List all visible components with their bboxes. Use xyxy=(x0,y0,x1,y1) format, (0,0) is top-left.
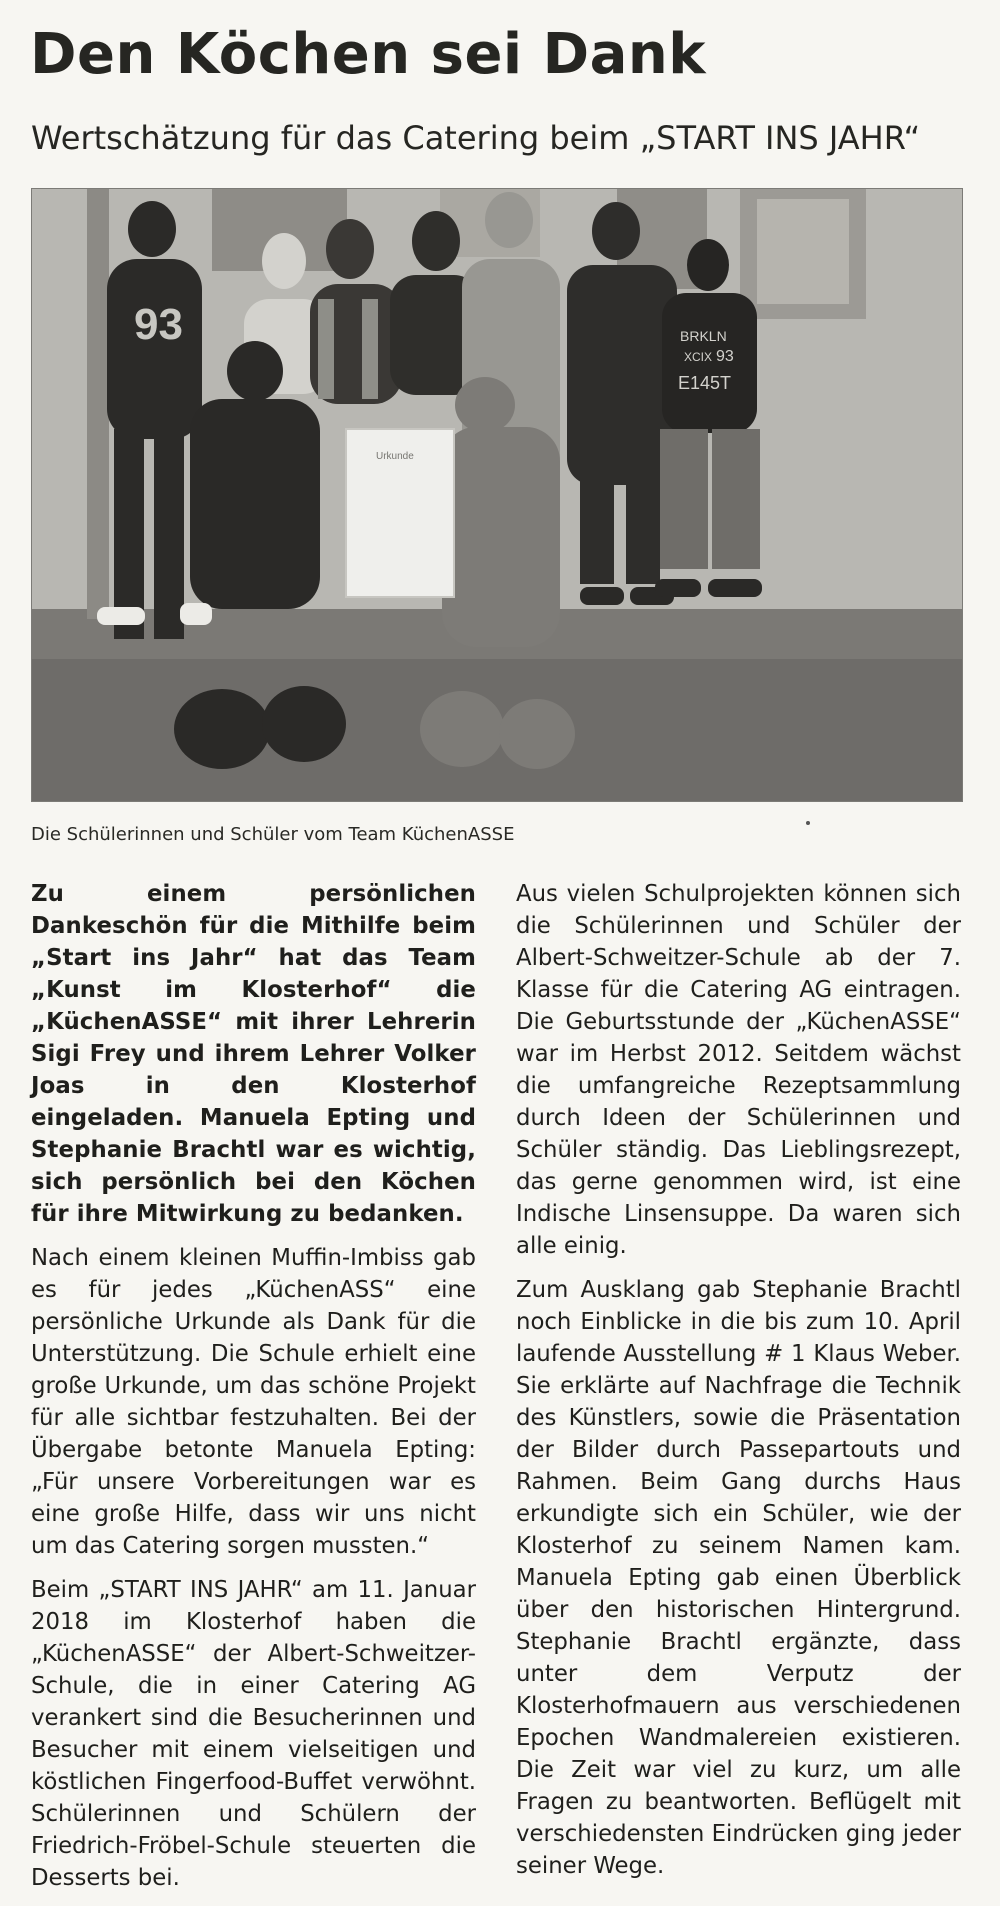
group-photo-illustration xyxy=(32,189,962,801)
article-subheadline: Wertschätzung für das Catering beim „START INS JAHR“ xyxy=(31,119,921,157)
group-photo xyxy=(31,188,963,802)
photo-shirt-number-left: 93 xyxy=(134,300,183,349)
print-speck xyxy=(806,821,810,825)
photo-shirt-right-mid: XCIX xyxy=(684,350,713,364)
photo-shirt-right-top: BRKLN xyxy=(680,328,727,344)
body-paragraph: Nach einem kleinen Muffin-Imbiss gab es für jedes „KüchenASS“ eine persönliche Urkunde als Dank für die Unterstützung. Die Schule erhielt eine große Urkunde, um das schöne Projekt für alle sichtbar festzuhalten. Bei der Übergabe betonte Manuela Epting: „Für unsere Vorbereitungen war es eine große Hilfe, dass wir uns nicht um das Catering sorgen mussten.“ xyxy=(31,1245,476,1559)
photo-shirt-right-number: 93 xyxy=(716,348,734,365)
article-headline: Den Köchen sei Dank xyxy=(30,22,707,87)
article-left-column xyxy=(31,878,476,1906)
photo-certificate-label: Urkunde xyxy=(376,451,414,462)
photo-caption: Die Schülerinnen und Schüler vom Team KüchenASSE xyxy=(31,824,515,845)
lead-paragraph: Zu einem persönlichen Dankeschön für die Mithilfe beim „Start ins Jahr“ hat das Team „Kunst im Klosterhof“ die „KüchenASSE“ mit ihrer Lehrerin Sigi Frey und ihrem Lehrer Volker Joas in den Klosterhof eingeladen. Manuela Epting und Stephanie Brachtl war es wichtig, sich persönlich bei den Köchen für ihre Mitwirkung zu bedanken. xyxy=(31,881,476,1227)
body-paragraph: Aus vielen Schulprojekten können sich die Schülerinnen und Schüler der Albert-Schweitzer-Schule ab der 7. Klasse für die Catering AG eintragen. Die Geburtsstunde der „KüchenASSE“ war im Herbst 2012. Seitdem wächst die umfangreiche Rezeptsammlung durch Ideen der Schülerinnen und Schüler ständig. Das Lieblingsrezept, das gerne genommen wird, ist eine Indische Linsensuppe. Da waren sich alle einig. xyxy=(516,881,961,1259)
article-right-column xyxy=(516,878,961,1894)
body-paragraph: Zum Ausklang gab Stephanie Brachtl noch Einblicke in die bis zum 10. April laufende Ausstellung # 1 Klaus Weber. Sie erklärte auf Nachfrage die Technik des Künstlers, sowie die Präsentation der Bilder durch Passepartouts und Rahmen. Beim Gang durchs Haus erkundigte sich ein Schüler, wie der Klosterhof zu seinem Namen kam. Manuela Epting gab einen Überblick über den historischen Hintergrund. Stephanie Brachtl ergänzte, dass unter dem Verputz der Klosterhofmauern aus verschiedenen Epochen Wandmalereien existieren. Die Zeit war viel zu kurz, um alle Fragen zu beantworten. Beflügelt mit verschiedensten Eindrücken ging jeder seiner Wege. xyxy=(516,1277,961,1879)
body-paragraph: Beim „START INS JAHR“ am 11. Januar 2018 im Klosterhof haben die „KüchenASSE“ der Albert-Schweitzer-Schule, die in einer Catering AG verankert sind die Besucherinnen und Besucher mit einem vielseitigen und köstlichen Fingerfood-Buffet verwöhnt. Schülerinnen und Schülern der Friedrich-Fröbel-Schule steuerten die Desserts bei. xyxy=(31,1577,476,1891)
photo-shirt-right-bottom: E145T xyxy=(678,373,732,393)
